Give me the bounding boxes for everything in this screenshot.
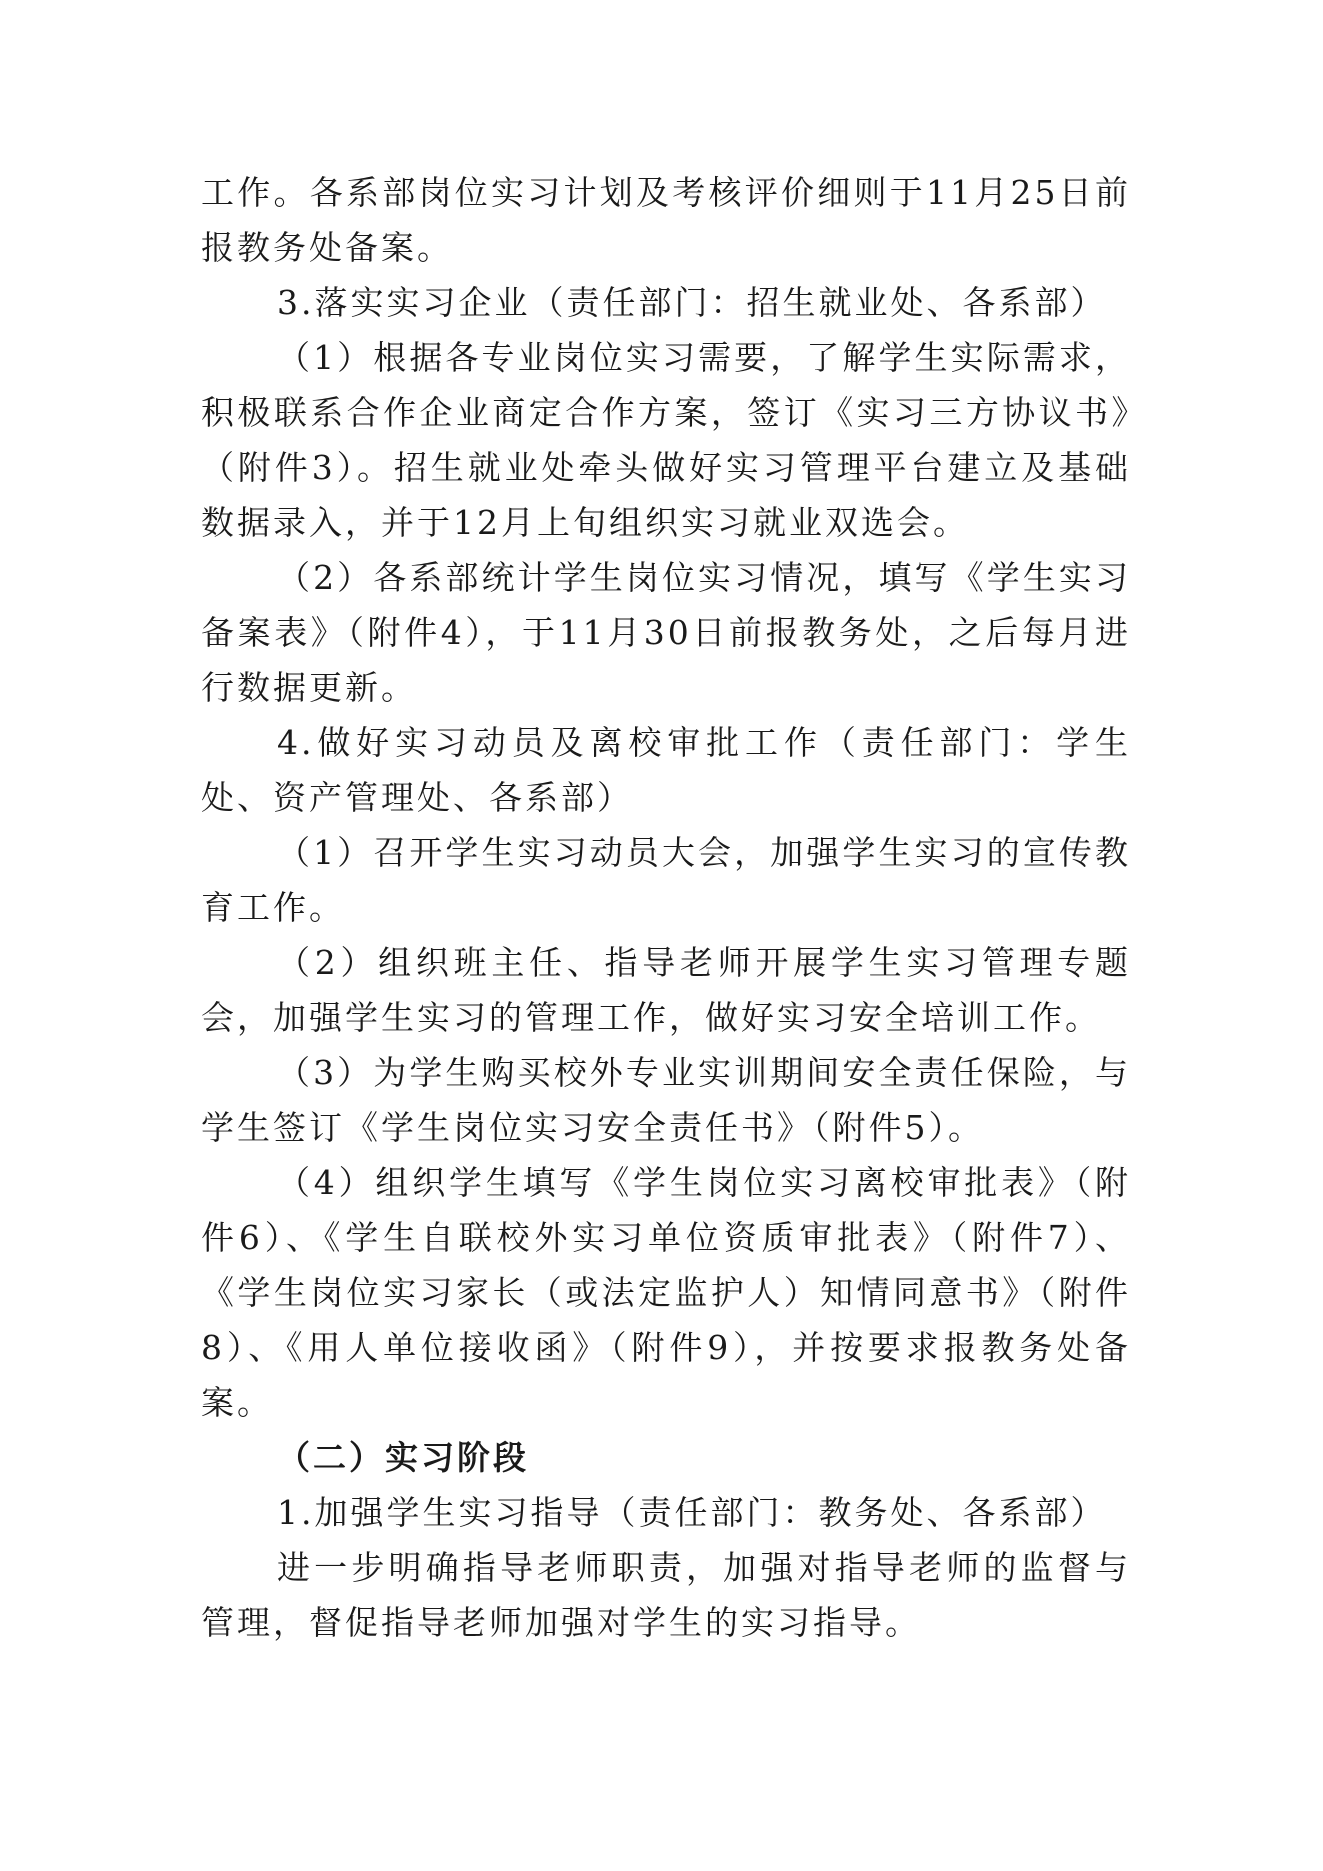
paragraph-item-3-1: （1）根据各专业岗位实习需要，了解学生实际需求，积极联系合作企业商定合作方案，签订《实习三方协议书》（附件3）。招生就业处牵头做好实习管理平台建立及基础数据录入，并于12月上旬组织实习就业双选会。 [201, 338, 1131, 542]
paragraph-item-4-2: （2）组织班主任、指导老师开展学生实习管理专题会，加强学生实习的管理工作，做好实习安全培训工作。 [201, 943, 1131, 1037]
document-body [201, 165, 1131, 1650]
section-item-4-title: 4.做好实习动员及离校审批工作（责任部门：学生处、资产管理处、各系部） [201, 723, 1131, 817]
section-item-3-title: 3.落实实习企业（责任部门：招生就业处、各系部） [277, 283, 1107, 322]
paragraph-item-3-2: （2）各系部统计学生岗位实习情况，填写《学生实习备案表》（附件4），于11月30日前报教务处，之后每月进行数据更新。 [201, 558, 1131, 707]
paragraph-item-1: 进一步明确指导老师职责，加强对指导老师的监督与管理，督促指导老师加强对学生的实习指导。 [201, 1548, 1131, 1642]
paragraph-item-4-4: （4）组织学生填写《学生岗位实习离校审批表》（附件6）、《学生自联校外实习单位资质审批表》（附件7）、《学生岗位实习家长（或法定监护人）知情同意书》（附件8）、《用人单位接收函》（附件9），并按要求报教务处备案。 [201, 1163, 1131, 1422]
paragraph-item-4-3: （3）为学生购买校外专业实训期间安全责任保险，与学生签订《学生岗位实习安全责任书》（附件5）。 [201, 1053, 1131, 1147]
paragraph-continuation: 工作。各系部岗位实习计划及考核评价细则于11月25日前报教务处备案。 [201, 173, 1131, 267]
paragraph-item-4-1: （1）召开学生实习动员大会，加强学生实习的宣传教育工作。 [201, 833, 1131, 927]
section-heading-stage-2: （二）实习阶段 [277, 1438, 529, 1477]
section-item-1-title: 1.加强学生实习指导（责任部门：教务处、各系部） [277, 1493, 1107, 1532]
